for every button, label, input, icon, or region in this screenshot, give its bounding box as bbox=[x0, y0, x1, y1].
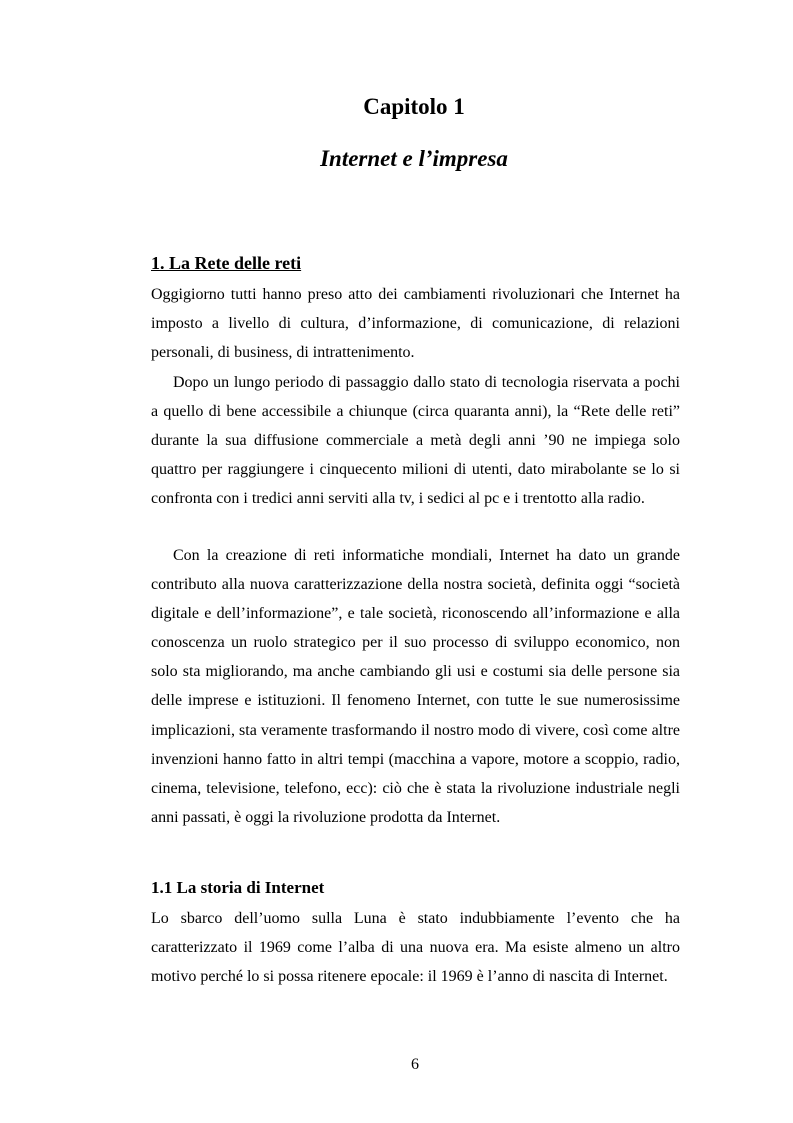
paragraph-history: Lo sbarco dell’uomo sulla Luna è stato indubbiamente l’evento che ha caratterizzato il 1969 come l’alba di una nuova era. Ma esiste almeno un altro motivo perché lo si possa ritenere epocale: il 1969 è l’anno di nascita di Internet. bbox=[151, 910, 680, 986]
section-heading: 1. La Rete delle reti bbox=[151, 253, 302, 273]
subsection-heading: 1.1 La storia di Internet bbox=[151, 878, 325, 897]
page-number: 6 bbox=[411, 1056, 419, 1073]
chapter-subtitle: Internet e l’impresa bbox=[320, 146, 508, 171]
paragraph-society: Con la creazione di reti informatiche mondiali, Internet ha dato un grande contributo alla nuova caratterizzazione della nostra società, definita oggi “società digitale e dell’informazione”, e tale società, riconoscendo all’informazione e alla conoscenza un ruolo strategico per il suo processo di sviluppo economico, non solo sta migliorando, ma anche cambiando gli usi e costumi sia delle persone sia delle imprese e istituzioni. Il fenomeno Internet, con tutte le sue numerosissime implicazioni, sta veramente trasformando il nostro modo di vivere, così come altre invenzioni hanno fatto in altri tempi (macchina a vapore, motore a scoppio, radio, cinema, televisione, telefono, ecc): ciò che è stata la rivoluzione industriale negli anni passati, è oggi la rivoluzione prodotta da Internet. bbox=[151, 547, 680, 826]
chapter-title: Capitolo 1 bbox=[363, 94, 465, 119]
paragraph-intro: Oggigiorno tutti hanno preso atto dei cambiamenti rivoluzionari che Internet ha imposto a livello di cultura, d’informazione, di comunicazione, di relazioni personali, di business, di intrattenimento. bbox=[151, 286, 680, 362]
paragraph-diffusion: Dopo un lungo periodo di passaggio dallo stato di tecnologia riservata a pochi a quello di bene accessibile a chiunque (circa quaranta anni), la “Rete delle reti” durante la sua diffusione commerciale a metà degli anni ’90 ne impiega solo quattro per raggiungere i cinquecento milioni di utenti, dato mirabolante se lo si confronta con i tredici anni serviti alla tv, i sedici al pc e i trentotto alla radio. bbox=[151, 374, 680, 508]
